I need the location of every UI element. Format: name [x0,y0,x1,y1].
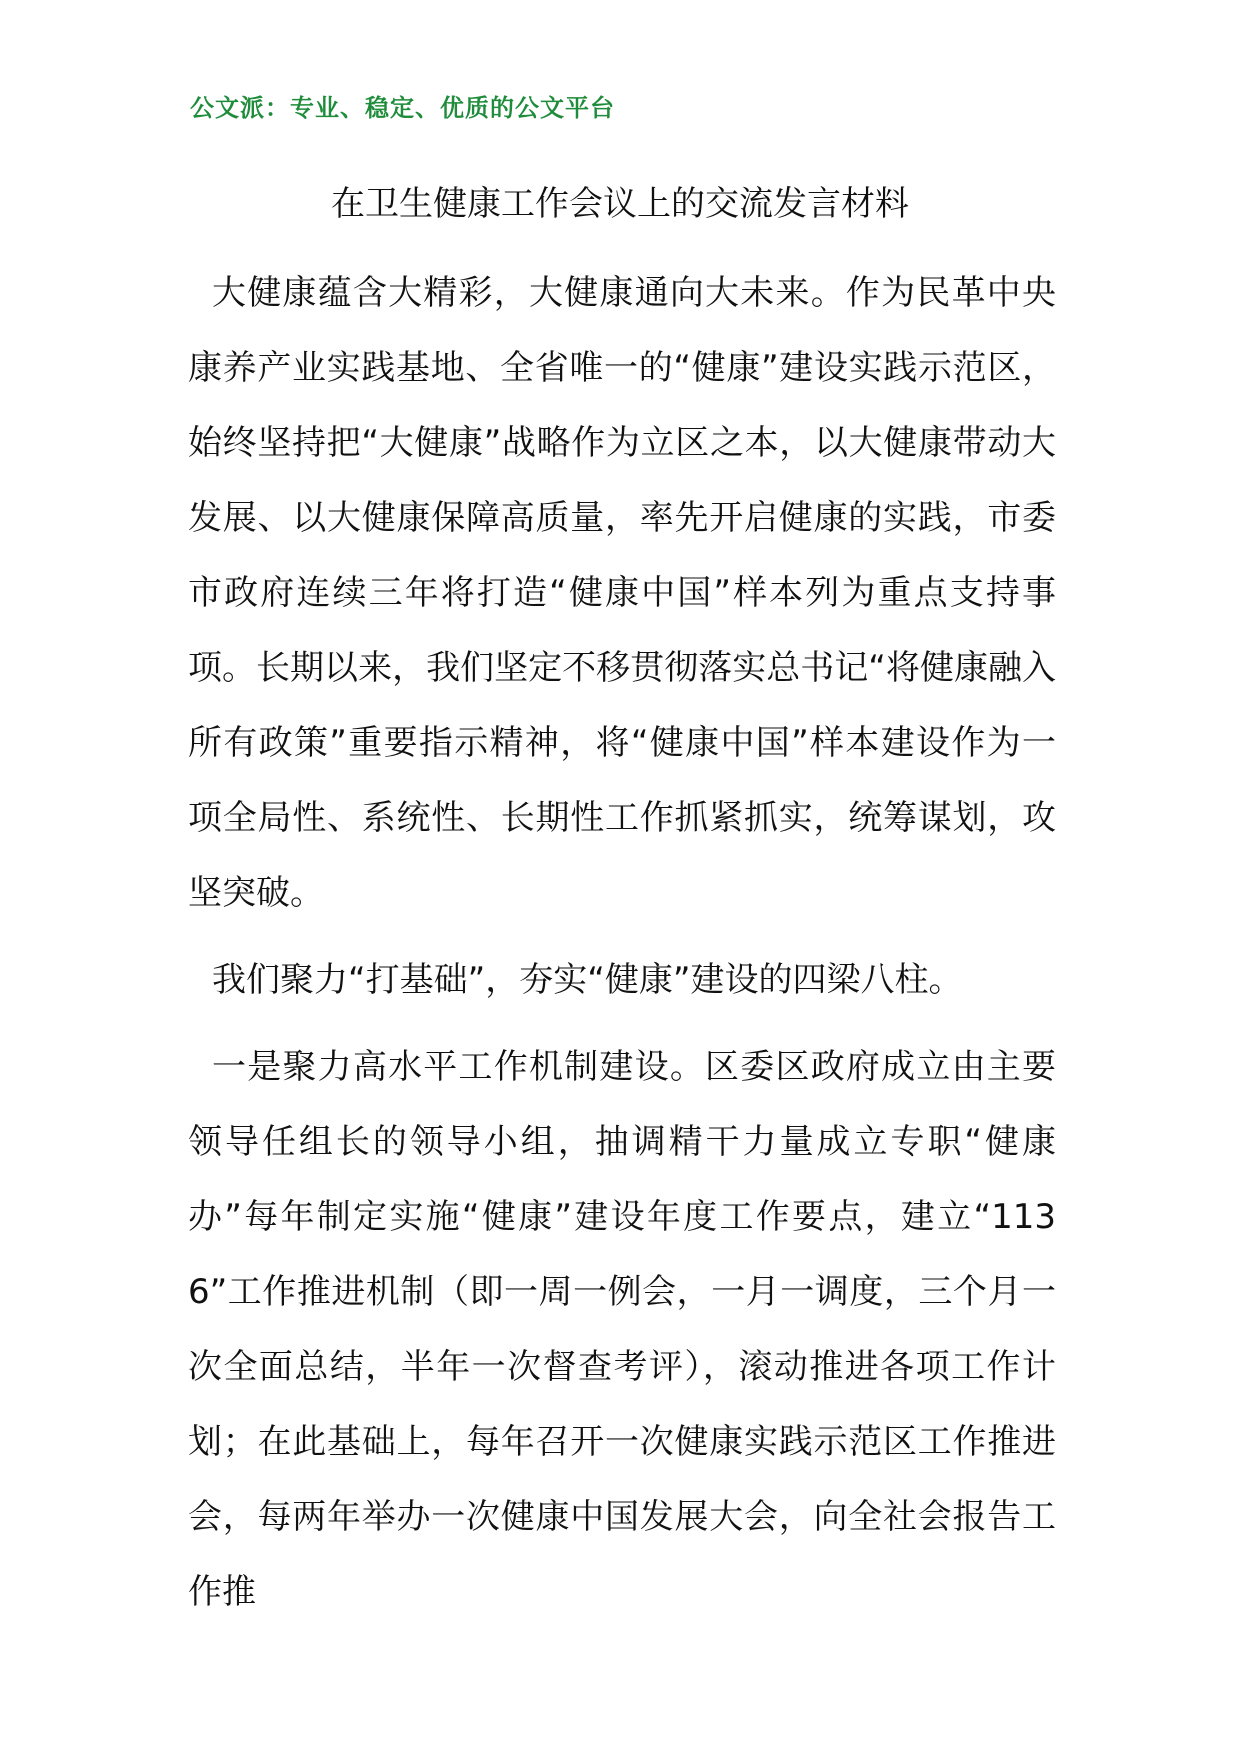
paragraph-mechanism: 一是聚力高水平工作机制建设。区委区政府成立由主要领导任组长的领导小组，抽调精干力量成立专职“健康办”每年制定实施“健康”建设年度工作要点，建立“1136”工作推进机制（即一周一例会，一月一调度，三个月一次全面总结，半年一次督查考评），滚动推进各项工作计划；在此基础上，每年召开一次健康实践示范区工作推进会，每两年举办一次健康中国发展大会，向全社会报告工作推 [188,1047,1056,1612]
brand-header: 公文派：专业、稳定、优质的公文平台 [190,94,615,122]
paragraph-foundation: 我们聚力“打基础”，夯实“健康”建设的四梁八柱。 [212,960,963,1000]
document-body [188,256,1056,1642]
document-title: 在卫生健康工作会议上的交流发言材料 [331,184,909,224]
paragraph-intro: 大健康蕴含大精彩，大健康通向大未来。作为民革中央康养产业实践基地、全省唯一的“健康”建设实践示范区，始终坚持把“大健康”战略作为立区之本，以大健康带动大发展、以大健康保障高质量，率先开启健康的实践，市委市政府连续三年将打造“健康中国”样本列为重点支持事项。长期以来，我们坚定不移贯彻落实总书记“将健康融入所有政策”重要指示精神，将“健康中国”样本建设作为一项全局性、系统性、长期性工作抓紧抓实，统筹谋划，攻坚突破。 [188,273,1056,913]
